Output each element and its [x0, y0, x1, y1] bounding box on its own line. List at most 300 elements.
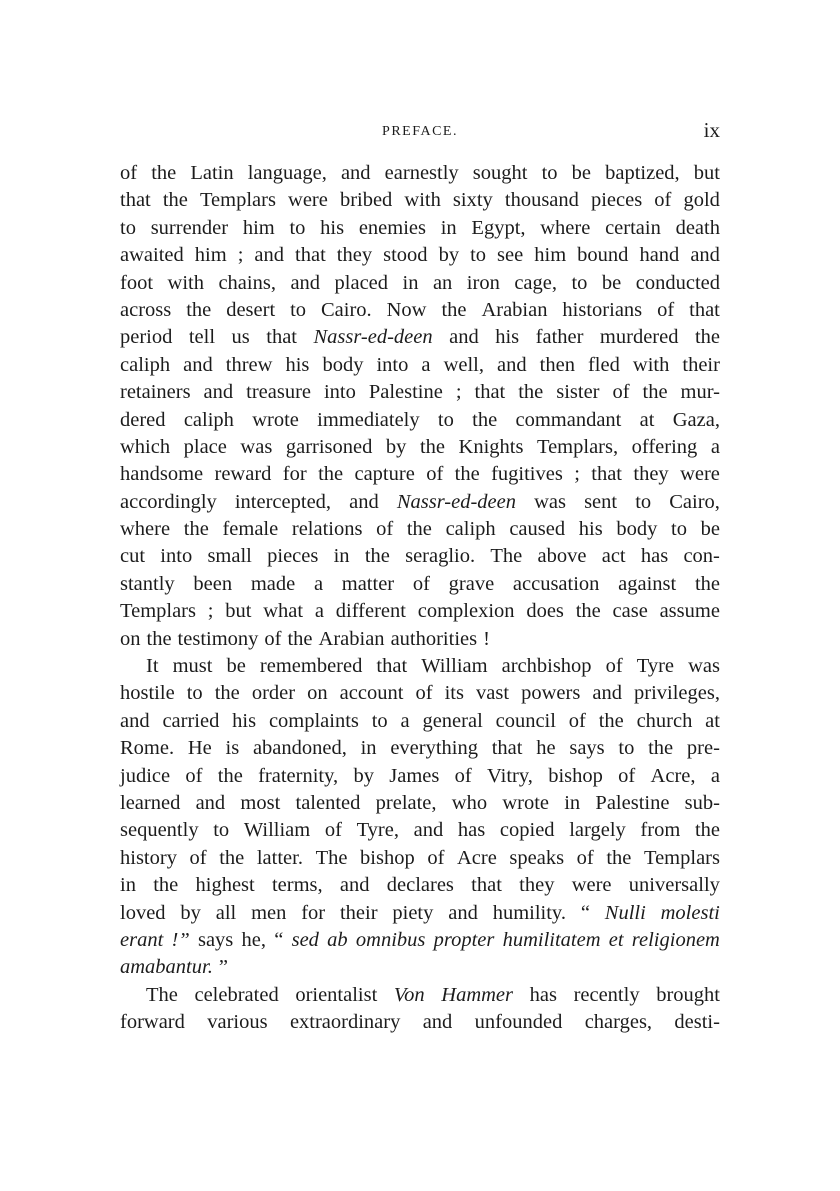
word: learned: [120, 791, 181, 814]
word: cage,: [514, 271, 557, 294]
word: of: [412, 572, 430, 595]
word: dered: [120, 408, 166, 431]
word: universally: [628, 874, 720, 897]
word: of: [415, 682, 433, 705]
word: but: [225, 600, 252, 623]
text-line: [120, 352, 720, 379]
word: testimony: [177, 627, 259, 650]
word: tell: [188, 326, 216, 349]
word: to: [470, 244, 487, 267]
text-line: [120, 708, 720, 735]
word: Hammer: [441, 983, 514, 1006]
word: chains,: [218, 271, 276, 294]
word: of: [185, 764, 203, 787]
word: by: [438, 244, 460, 267]
word: from: [640, 819, 681, 842]
word: must: [172, 655, 213, 678]
word: sed: [291, 928, 319, 951]
word: a: [710, 435, 720, 458]
word: desti-: [674, 1011, 720, 1034]
word: religionem: [631, 928, 720, 951]
word: awaited: [120, 244, 184, 267]
word: they: [336, 244, 373, 267]
word: the: [364, 545, 390, 568]
word: of: [426, 463, 444, 486]
word: to: [213, 819, 230, 842]
word: the: [441, 298, 467, 321]
word: into: [160, 545, 193, 568]
word: be: [700, 518, 720, 541]
word: sixty: [452, 189, 493, 212]
word: complaints: [268, 709, 359, 732]
word: history: [120, 846, 177, 869]
text-line: [120, 543, 720, 570]
word: William: [421, 655, 488, 678]
word: him: [242, 216, 275, 239]
word: relations: [291, 518, 363, 541]
word: baptized,: [605, 162, 680, 184]
word: be: [571, 162, 591, 184]
word: and: [290, 271, 321, 294]
word: !: [483, 627, 490, 650]
word: at: [705, 709, 720, 732]
word: where: [120, 518, 171, 541]
text-line: [120, 845, 720, 872]
word: murdered: [599, 326, 679, 349]
word: the: [598, 709, 624, 732]
word: all: [215, 901, 237, 924]
text-line: [120, 297, 720, 324]
word: seraglio.: [405, 545, 476, 568]
running-title: PREFACE.: [382, 124, 458, 139]
word: has: [457, 819, 486, 842]
word: of: [189, 846, 207, 869]
word: him: [534, 244, 567, 267]
word: forward: [120, 1011, 185, 1034]
word: abandoned,: [252, 737, 347, 760]
word: the: [162, 189, 188, 212]
word: and: [592, 682, 622, 705]
word: of: [568, 709, 586, 732]
word: a: [421, 353, 431, 376]
text-line: [120, 982, 720, 1009]
word: thousand: [504, 189, 579, 212]
text-line: [120, 653, 720, 680]
text-line: [120, 872, 720, 899]
word: been: [193, 572, 233, 595]
word: made: [250, 572, 296, 595]
word: that: [266, 326, 297, 349]
word: he,: [241, 928, 267, 951]
word: and: [349, 490, 379, 513]
word: Cairo.: [321, 298, 372, 321]
word: men: [251, 901, 287, 924]
text-line: [120, 1009, 720, 1036]
text-line: [120, 626, 720, 653]
word: the: [694, 572, 720, 595]
word: caused: [509, 518, 566, 541]
word: Rome.: [120, 737, 175, 760]
word: the: [153, 874, 179, 897]
word: place: [183, 435, 227, 458]
text-line: [120, 817, 720, 844]
word: and: [254, 244, 285, 267]
word: by: [353, 764, 374, 787]
word: extraordinary: [289, 1011, 401, 1034]
word: general: [422, 709, 483, 732]
word: of: [264, 627, 282, 650]
word: on: [120, 627, 141, 650]
word: that: [120, 189, 151, 212]
word: at: [639, 408, 655, 431]
word: with: [632, 353, 670, 376]
text-line: [120, 571, 720, 598]
word: Templars: [120, 600, 196, 623]
word: Tyre: [636, 655, 675, 678]
word: and: [449, 326, 479, 349]
word: “: [274, 928, 284, 951]
word: in: [564, 791, 581, 814]
word: ;: [455, 381, 462, 404]
word: us: [231, 326, 250, 349]
word: caliph: [120, 353, 171, 376]
word: orientalist: [295, 983, 378, 1006]
word: treasure: [246, 381, 311, 404]
word: offering: [631, 435, 698, 458]
word: sent: [584, 490, 618, 513]
word: talented: [295, 791, 361, 814]
word: into: [323, 381, 356, 404]
word: does: [526, 600, 564, 623]
text-line: [120, 900, 720, 927]
word: Nulli: [604, 901, 646, 924]
word: reward: [214, 463, 272, 486]
word: placed: [334, 271, 389, 294]
word: Gaza,: [672, 408, 720, 431]
word: gold: [683, 189, 720, 212]
word: declares: [386, 874, 454, 897]
word: loved: [120, 901, 166, 924]
word: was: [688, 655, 720, 678]
text-line: [120, 735, 720, 762]
text-line: [120, 461, 720, 488]
word: Arabian: [481, 298, 548, 321]
word: a: [314, 600, 324, 623]
word: humilitatem: [502, 928, 601, 951]
text-line: [120, 927, 720, 954]
word: to: [671, 518, 687, 541]
word: and: [448, 901, 478, 924]
word: the: [454, 463, 480, 486]
word: et: [608, 928, 624, 951]
word: Knights: [458, 435, 524, 458]
word: the: [151, 162, 177, 184]
word: humility.: [492, 901, 566, 924]
word: bribed: [339, 189, 393, 212]
word: and: [339, 874, 370, 897]
text-line: [120, 763, 720, 790]
body-text: [120, 160, 720, 1037]
word: accordingly: [120, 490, 217, 513]
text-line: [120, 489, 720, 516]
word: highest: [195, 874, 255, 897]
word: then: [539, 353, 575, 376]
text-line: [120, 379, 720, 406]
word: Acre,: [650, 764, 696, 787]
word: ;: [574, 463, 580, 486]
word: fugitives: [491, 463, 563, 486]
word: and: [203, 381, 234, 404]
word: Egypt,: [471, 216, 526, 239]
word: council: [495, 709, 556, 732]
word: Von: [393, 983, 425, 1006]
word: the: [694, 326, 720, 349]
word: where: [540, 216, 591, 239]
word: different: [335, 600, 406, 623]
word: father: [535, 326, 584, 349]
word: were: [571, 874, 612, 897]
word: pieces: [590, 189, 643, 212]
word: everything: [390, 737, 478, 760]
word: powers: [521, 682, 581, 705]
word: ab: [327, 928, 348, 951]
word: act: [601, 545, 626, 568]
word: It: [146, 655, 159, 678]
word: and: [120, 709, 150, 732]
word: hand: [639, 244, 680, 267]
word: James: [389, 764, 440, 787]
word: that: [689, 298, 720, 321]
word: were: [288, 189, 328, 212]
word: He: [187, 737, 212, 760]
word: death: [675, 216, 720, 239]
word: its: [444, 682, 464, 705]
word: him: [194, 244, 227, 267]
word: privileges,: [634, 682, 720, 705]
word: and: [422, 1011, 453, 1034]
word: of: [654, 189, 672, 212]
word: of: [376, 518, 394, 541]
word: Templars: [643, 846, 720, 869]
word: has: [640, 545, 669, 568]
word: of: [427, 846, 445, 869]
word: capture: [354, 463, 415, 486]
word: earnestly: [384, 162, 459, 184]
word: their: [339, 901, 378, 924]
word: con-: [683, 545, 720, 568]
word: sub-: [684, 791, 720, 814]
word: of: [324, 819, 342, 842]
word: Tyre,: [356, 819, 399, 842]
word: accusation: [512, 572, 600, 595]
word: ”: [218, 956, 228, 979]
word: fled: [587, 353, 620, 376]
text-line: [120, 160, 720, 187]
word: they: [633, 463, 669, 486]
word: for: [301, 901, 326, 924]
word: hostile: [120, 682, 175, 705]
page-number: ix: [703, 118, 720, 142]
word: Acre: [456, 846, 497, 869]
word: to: [541, 162, 558, 184]
word: iron: [466, 271, 500, 294]
word: The: [146, 983, 178, 1006]
word: what: [263, 600, 304, 623]
word: with: [167, 271, 204, 294]
word: carried: [162, 709, 220, 732]
word: certain: [605, 216, 661, 239]
word: of: [618, 764, 636, 787]
word: says: [569, 737, 605, 760]
word: caliph: [183, 408, 234, 431]
word: threw: [225, 353, 273, 376]
word: charges,: [584, 1011, 653, 1034]
word: for: [282, 463, 307, 486]
word: his: [578, 518, 603, 541]
word: the: [642, 381, 668, 404]
word: molesti: [660, 901, 720, 924]
word: pieces: [267, 545, 319, 568]
word: intercepted,: [234, 490, 332, 513]
word: was: [534, 490, 566, 513]
word: in: [440, 216, 457, 239]
word: a: [400, 709, 410, 732]
word: in: [402, 271, 419, 294]
word: conducted: [635, 271, 720, 294]
word: Palestine: [595, 791, 670, 814]
word: immediately: [317, 408, 420, 431]
word: his: [285, 353, 310, 376]
text-line: [120, 598, 720, 625]
word: brought: [656, 983, 720, 1006]
word: that: [295, 244, 326, 267]
word: !”: [171, 928, 190, 951]
word: church: [636, 709, 693, 732]
word: wrote: [502, 791, 549, 814]
word: of: [605, 655, 623, 678]
word: order: [251, 682, 296, 705]
word: retainers: [120, 381, 191, 404]
word: unfounded: [474, 1011, 563, 1034]
word: Now: [386, 298, 427, 321]
word: various: [207, 1011, 268, 1034]
word: piety: [392, 901, 434, 924]
word: of: [612, 381, 630, 404]
text-line: [120, 516, 720, 543]
word: body: [616, 518, 658, 541]
word: Templars,: [536, 435, 619, 458]
word: terms,: [271, 874, 323, 897]
word: garrisoned: [285, 435, 373, 458]
word: the: [183, 518, 209, 541]
word: surrender: [150, 216, 229, 239]
word: into: [376, 353, 409, 376]
running-head: [120, 118, 720, 148]
word: remembered: [259, 655, 363, 678]
text-line: [120, 407, 720, 434]
word: cut: [120, 545, 146, 568]
word: a: [313, 572, 324, 595]
word: “: [580, 901, 590, 924]
word: period: [120, 326, 173, 349]
word: bishop: [548, 764, 603, 787]
text-line: [120, 270, 720, 297]
word: the: [318, 463, 344, 486]
word: in: [120, 874, 136, 897]
word: to: [289, 216, 306, 239]
word: well,: [443, 353, 484, 376]
word: The: [315, 846, 348, 869]
word: copied: [499, 819, 555, 842]
word: who: [451, 791, 488, 814]
word: of: [657, 298, 675, 321]
text-line: [120, 242, 720, 269]
word: with: [404, 189, 441, 212]
word: but: [693, 162, 720, 184]
word: foot: [120, 271, 154, 294]
word: the: [217, 764, 243, 787]
word: that: [471, 874, 502, 897]
word: was: [240, 435, 273, 458]
word: the: [219, 846, 245, 869]
word: he: [536, 737, 556, 760]
word: sister: [556, 381, 600, 404]
word: which: [120, 435, 171, 458]
text-line: [120, 215, 720, 242]
word: bound: [577, 244, 629, 267]
word: to: [186, 682, 203, 705]
word: enemies: [358, 216, 426, 239]
word: of: [120, 162, 138, 184]
word: grave: [448, 572, 495, 595]
word: the: [694, 819, 720, 842]
word: archbishop: [501, 655, 592, 678]
word: above: [537, 545, 587, 568]
word: Cairo,: [669, 490, 720, 513]
word: to: [120, 216, 136, 239]
word: amabantur.: [120, 956, 213, 979]
word: to: [635, 490, 652, 513]
word: historians: [562, 298, 643, 321]
text-line: [120, 434, 720, 461]
word: The: [490, 545, 523, 568]
word: the: [472, 408, 498, 431]
text-line: [120, 324, 720, 351]
word: account: [339, 682, 404, 705]
word: largely: [569, 819, 626, 842]
word: by: [180, 901, 201, 924]
word: female: [222, 518, 279, 541]
word: the: [287, 627, 313, 650]
word: stood: [383, 244, 428, 267]
word: their: [682, 353, 720, 376]
word: the: [406, 518, 432, 541]
word: complexion: [417, 600, 515, 623]
word: that: [591, 463, 623, 486]
word: of: [576, 846, 594, 869]
word: celebrated: [194, 983, 279, 1006]
word: the: [146, 627, 172, 650]
word: Nassr-ed-deen: [313, 326, 433, 349]
word: language,: [247, 162, 327, 184]
word: his: [495, 326, 520, 349]
word: of: [454, 764, 472, 787]
word: a: [710, 764, 720, 787]
word: bishop: [360, 846, 415, 869]
word: the: [518, 381, 544, 404]
word: the: [214, 682, 240, 705]
word: is: [225, 737, 240, 760]
